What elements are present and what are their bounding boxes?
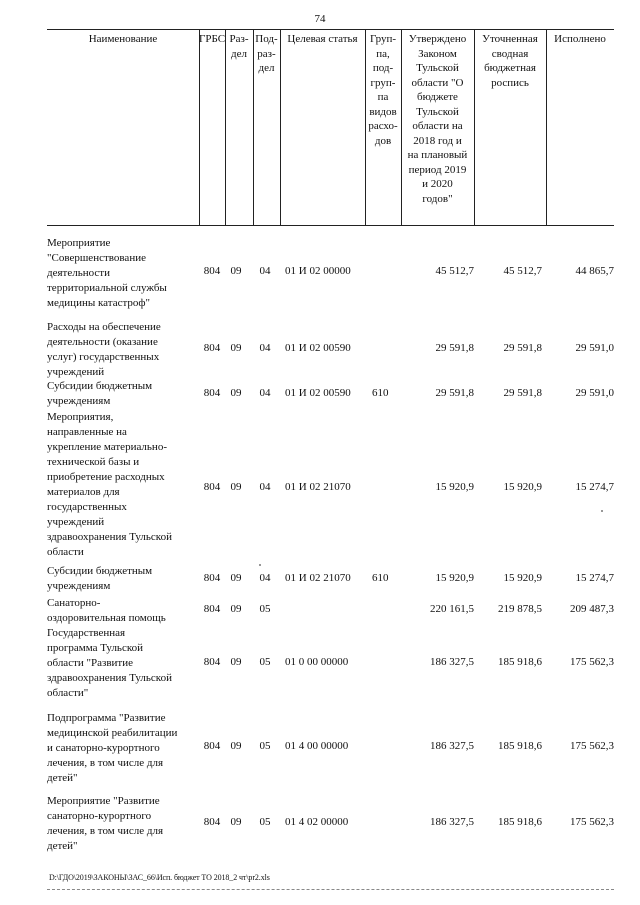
row-ispolneno: 209 487,3	[570, 603, 614, 615]
row-utverzhdeno: 186 327,5	[430, 740, 474, 752]
row-gruppa: 610	[372, 387, 389, 399]
header-name: Наименование	[88, 33, 158, 45]
row-ispolneno: 15 274,7	[575, 572, 614, 584]
row-celevaya: 01 И 02 21070	[285, 481, 351, 493]
row-celevaya: 01 И 02 21070	[285, 572, 351, 584]
row-name: Санаторно- оздоровительная помощь	[47, 597, 166, 624]
row-name: Мероприятия, направленные на укрепление материально- технической базы и приобретение расходных материалов для государственных учреждений здравоохранения Тульской области	[47, 411, 172, 558]
row-podrazdel: 04	[259, 342, 271, 354]
row-utverzhdeno: 186 327,5	[430, 656, 474, 668]
row-utochnennaya: 219 878,5	[498, 603, 542, 615]
header-grbs: ГРБС	[199, 33, 226, 45]
row-name: Государственная программа Тульской области "Развитие здравоохранения Тульской области"	[47, 627, 172, 699]
row-podrazdel: 04	[259, 387, 271, 399]
row-razdel: 09	[230, 656, 242, 668]
row-grbs: 804	[203, 816, 221, 828]
row-ispolneno: 44 865,7	[575, 265, 614, 277]
row-utochnennaya: 15 920,9	[503, 481, 542, 493]
row-ispolneno: 175 562,3	[570, 656, 614, 668]
row-grbs: 804	[203, 387, 221, 399]
row-celevaya: 01 4 00 00000	[285, 740, 349, 752]
row-razdel: 09	[230, 572, 242, 584]
row-utverzhdeno: 29 591,8	[435, 387, 474, 399]
header-gruppa: Груп- па, под- груп- па видов расхо- дов	[368, 33, 398, 147]
row-grbs: 804	[203, 656, 221, 668]
row-ispolneno: 29 591,0	[575, 387, 614, 399]
header-utochnennaya: Уточненная сводная бюджетная роспись	[482, 33, 538, 89]
footer-divider	[47, 889, 614, 890]
row-razdel: 09	[230, 387, 242, 399]
row-razdel: 09	[230, 265, 242, 277]
row-name: Мероприятие "Совершенствование деятельности территориальной службы медицины катастроф"	[47, 237, 167, 309]
row-name: Мероприятие "Развитие санаторно-курортного лечения, в том числе для детей"	[47, 795, 164, 852]
row-celevaya: 01 4 02 00000	[285, 816, 349, 828]
row-razdel: 09	[230, 740, 242, 752]
row-utverzhdeno: 45 512,7	[435, 265, 474, 277]
scan-speck	[601, 510, 603, 512]
row-utochnennaya: 185 918,6	[498, 656, 542, 668]
row-razdel: 09	[230, 342, 242, 354]
row-grbs: 804	[203, 603, 221, 615]
row-utochnennaya: 15 920,9	[503, 572, 542, 584]
row-podrazdel: 05	[259, 816, 271, 828]
header-ispolneno: Исполнено	[554, 33, 606, 45]
row-utochnennaya: 185 918,6	[498, 816, 542, 828]
scan-speck	[259, 564, 261, 566]
row-utverzhdeno: 15 920,9	[435, 481, 474, 493]
row-razdel: 09	[230, 481, 242, 493]
row-podrazdel: 05	[259, 656, 271, 668]
row-grbs: 804	[203, 572, 221, 584]
row-utverzhdeno: 15 920,9	[435, 572, 474, 584]
row-ispolneno: 175 562,3	[570, 740, 614, 752]
row-name: Субсидии бюджетным учреждениям	[47, 380, 153, 407]
row-utochnennaya: 185 918,6	[498, 740, 542, 752]
row-ispolneno: 15 274,7	[575, 481, 614, 493]
row-gruppa: 610	[372, 572, 389, 584]
row-name: Подпрограмма "Развитие медицинской реабилитации и санаторно-курортного лечения, в том числе для детей"	[47, 712, 178, 784]
row-utochnennaya: 29 591,8	[503, 387, 542, 399]
header-celevaya: Целевая статья	[287, 33, 358, 45]
row-utverzhdeno: 186 327,5	[430, 816, 474, 828]
row-utochnennaya: 29 591,8	[503, 342, 542, 354]
row-celevaya: 01 0 00 00000	[285, 656, 349, 668]
row-grbs: 804	[203, 481, 221, 493]
row-utverzhdeno: 220 161,5	[430, 603, 474, 615]
row-utverzhdeno: 29 591,8	[435, 342, 474, 354]
row-podrazdel: 05	[259, 740, 271, 752]
row-razdel: 09	[230, 816, 242, 828]
page-number: 74	[314, 13, 326, 25]
file-path-footer: D:\ГДО\2019\ЗАКОНЫ\ЗАС_66\Исп. бюджет ТО 2018_2 чт\pr2.xls	[49, 873, 270, 882]
row-grbs: 804	[203, 265, 221, 277]
row-podrazdel: 04	[259, 481, 271, 493]
row-podrazdel: 04	[259, 572, 271, 584]
row-ispolneno: 175 562,3	[570, 816, 614, 828]
row-podrazdel: 05	[259, 603, 271, 615]
row-celevaya: 01 И 02 00590	[285, 342, 351, 354]
row-grbs: 804	[203, 740, 221, 752]
row-celevaya: 01 И 02 00000	[285, 265, 351, 277]
row-name: Субсидии бюджетным учреждениям	[47, 565, 153, 592]
row-utochnennaya: 45 512,7	[503, 265, 542, 277]
row-ispolneno: 29 591,0	[575, 342, 614, 354]
header-utverzhdeno: Утверждено Законом Тульской области "О бюджете Тульской области на 2018 год и на плановый период 2019 и 2020 годов"	[407, 33, 468, 205]
header-razdel: Раз- дел	[229, 33, 249, 60]
row-celevaya: 01 И 02 00590	[285, 387, 351, 399]
row-grbs: 804	[203, 342, 221, 354]
header-podrazdel: Под- раз- дел	[255, 33, 278, 74]
row-podrazdel: 04	[259, 265, 271, 277]
row-razdel: 09	[230, 603, 242, 615]
row-name: Расходы на обеспечение деятельности (оказание услуг) государственных учреждений	[47, 321, 161, 378]
